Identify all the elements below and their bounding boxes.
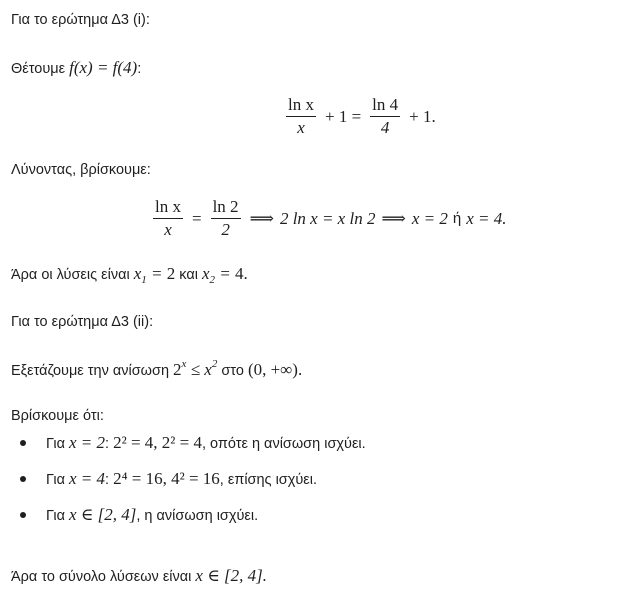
eq2-rhs-fraction (211, 198, 241, 239)
eq1-plus: + 1 = (324, 106, 362, 126)
eq2-rhs-num: ln 2 (211, 198, 241, 219)
solutions-line (11, 264, 248, 284)
bullet-icon (20, 440, 26, 446)
solutions-prefix: Άρα οι λύσεις είναι (11, 267, 130, 283)
conclusion-prefix: Άρα το σύνολο λύσεων είναι (11, 569, 192, 585)
interval: (0, +∞). (247, 360, 303, 379)
x1-expression: $x_1 = 2$ (133, 264, 176, 286)
examine-prefix: Εξετάζουμε την ανίσωση (11, 363, 170, 379)
set-expression: f(x) = f(4) (69, 58, 138, 77)
eq1-rhs-fraction (370, 96, 400, 137)
set-equation-line: Θέτουμε f(x) = f(4): (11, 58, 142, 77)
final-set: x ∈ [2, 4]. (195, 566, 268, 585)
eq1-tail: + 1. (409, 106, 436, 126)
eq1-rhs-num: ln 4 (370, 96, 400, 117)
eq2-equals: = (191, 208, 202, 228)
implies-arrow-icon: ⟹ (381, 208, 406, 228)
eq2-or: ή (452, 210, 462, 227)
eq2-step2b: x = 4. (466, 208, 507, 228)
eq1-lhs-den: x (297, 118, 305, 137)
implies-arrow-icon: ⟹ (249, 208, 274, 228)
x2-expression: $x_2 = 4$. (202, 264, 248, 286)
heading-question-ii: Για το ερώτημα Δ3 (ii): (11, 314, 154, 330)
list-item: Για x ∈ [2, 4], η ανίσωση ισχύει. (0, 504, 366, 540)
eq1-rhs-den: 4 (380, 118, 390, 137)
list-item: Για x = 2: 2² = 4, 2² = 4, οπότε η ανίσωση ισχύει. (0, 432, 366, 468)
eq2-step1: 2 ln x = x ln 2 (279, 208, 376, 228)
inequality: $2^x \le x^2$ (173, 358, 218, 379)
list-item: Για x = 4: 2⁴ = 16, 4² = 16, επίσης ισχύει. (0, 468, 366, 504)
bullet-icon (20, 476, 26, 482)
find-line: Βρίσκουμε ότι: (11, 408, 104, 424)
equation-1 (283, 96, 442, 137)
heading-question-i: Για το ερώτημα Δ3 (i): (11, 12, 150, 28)
bullet-icon (20, 512, 26, 518)
solving-line: Λύνοντας, βρίσκουμε: (11, 162, 151, 178)
eq2-step2a: x = 2 (411, 208, 448, 228)
eq1-lhs-fraction (286, 96, 316, 137)
examine-mid: στο (221, 363, 244, 379)
bullet-list (0, 432, 366, 540)
examine-line (11, 360, 302, 380)
conclusion-line (11, 566, 267, 586)
eq1-lhs-num: ln x (286, 96, 316, 117)
eq2-lhs-fraction (153, 198, 183, 239)
solutions-and: και (179, 267, 198, 283)
eq2-lhs-num: ln x (153, 198, 183, 219)
set-prefix: Θέτουμε (11, 61, 66, 77)
eq2-rhs-den: 2 (221, 220, 230, 239)
equation-2 (150, 198, 506, 239)
eq2-lhs-den: x (164, 220, 172, 239)
